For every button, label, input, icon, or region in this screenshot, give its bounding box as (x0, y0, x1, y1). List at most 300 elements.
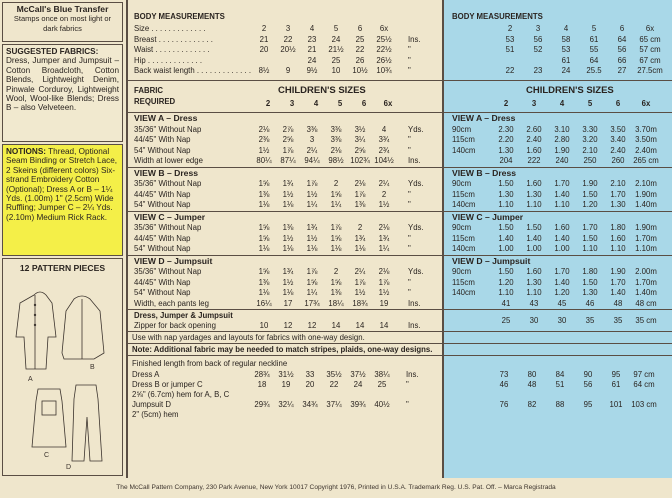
fabric-value: 1⅛ (258, 244, 270, 253)
fabric-row-label: 54" Without Nap (134, 244, 191, 253)
metric-row-values (492, 267, 660, 276)
fabric-value: 1⅝ (258, 223, 270, 232)
measurement-label: Back waist length . . . . . . . . . . . . . (134, 66, 251, 75)
metric-value: 1.10 (526, 288, 542, 297)
finished-unit: Ins. (406, 370, 419, 379)
metric-view-title: VIEW C – Jumper (452, 211, 524, 222)
fabric-row-values (252, 244, 396, 253)
measurement-value: 23 (307, 34, 317, 44)
sketch-dress-b-icon (62, 296, 104, 359)
fabric-value: 1¼ (330, 200, 342, 209)
note-text: Note: Additional fabric may be needed to match stripes, plaids, one-way designs. (132, 345, 433, 354)
zipper-label: Zipper for back opening (134, 321, 216, 330)
metric-row-values (492, 146, 660, 155)
finished-value: 31½ (278, 370, 294, 379)
measurement-value: 22½ (376, 45, 392, 54)
fabric-value: 2⅝ (282, 135, 294, 144)
measurement-value: 10 (331, 66, 341, 75)
fabric-row-label: 54" Without Nap (134, 288, 191, 297)
fabric-value: 2 (381, 189, 387, 199)
metric-size-header-cell: 3 (531, 99, 537, 108)
measurement-value: 10¾ (376, 66, 392, 75)
metric-value: 1.90m (635, 189, 657, 199)
metric-measurement-value: 2 (507, 24, 513, 33)
fabric-value: 1½ (378, 288, 390, 297)
metric-value: 48 cm (635, 298, 657, 308)
metric-value: 1.10 (526, 200, 542, 209)
footer-copyright: The McCall Pattern Company, 230 Park Avenue, New York 10017 Copyright 1976, Printed in U.S.A. Trademark Reg. U.S. Pat. Off. – Marca Registrada (116, 484, 556, 491)
fabric-value: 1½ (306, 189, 318, 199)
metric-measurement-value: 55 (589, 45, 599, 54)
metric-value: 1.40 (554, 189, 570, 199)
metric-row-label: 115cm (452, 189, 475, 199)
metric-value: 3.50m (635, 135, 657, 144)
metric-finished-values (490, 390, 658, 399)
divider (128, 309, 444, 310)
fabric-value: 1⅞ (378, 277, 390, 287)
metric-value: 265 cm (633, 156, 659, 165)
metric-value: 45 (557, 298, 567, 308)
metric-value: 1.30 (526, 189, 542, 199)
fabric-value: 18¼ (328, 298, 344, 308)
fabric-value: 1¾ (282, 179, 294, 188)
metric-value: 1.60 (526, 179, 542, 188)
metric-value: 1.40m (635, 288, 657, 297)
sketch-label-a: A (28, 376, 33, 383)
fabric-value: 2 (357, 223, 363, 232)
garment-sketches (4, 277, 121, 472)
fabric-value: 1⅜ (330, 288, 342, 297)
fabric-value: 1⅞ (306, 267, 318, 276)
metric-row-values (492, 234, 660, 243)
metric-value: 3.20 (582, 135, 598, 144)
finished-value: 35½ (326, 370, 342, 379)
fabric-value: 3 (309, 135, 315, 144)
fabric-value: 104½ (374, 156, 394, 165)
sketch-label-d: D (66, 464, 72, 471)
metric-finished-values (490, 400, 658, 409)
fabric-value: 17 (283, 298, 293, 308)
finished-value: 22 (329, 380, 339, 389)
fabric-row-values (252, 288, 396, 297)
metric-value: 1.50 (582, 233, 598, 243)
metric-measurement-values (496, 24, 664, 33)
metric-value: 1.20 (554, 288, 570, 297)
metric-value: 1.00 (554, 244, 570, 253)
metric-measurement-value: 64 (589, 55, 599, 65)
fabric-row-label: Width, each pants leg (134, 298, 209, 308)
metric-measurement-value: 25.5 (586, 66, 602, 75)
fabric-value: 1¾ (354, 233, 366, 243)
fabric-row-values (252, 156, 396, 165)
finished-value: 18 (257, 380, 267, 389)
fabric-row-label: 35/36" Without Nap (134, 223, 202, 232)
fabric-value: 1⅛ (258, 200, 270, 209)
fabric-value: 1⅝ (306, 277, 318, 287)
finished-label: Jumpsuit D (132, 400, 171, 409)
metric-value: 1.10 (582, 244, 598, 253)
view-title: VIEW A – Dress (134, 113, 198, 123)
fabric-value: 1⅞ (306, 179, 318, 188)
finished-value: 33 (305, 370, 315, 379)
fabric-value: 2⅛ (354, 179, 366, 188)
finished-label: 2⅝" (6.7cm) hem for A, B, C (132, 390, 230, 399)
measurement-unit: Ins. (408, 34, 421, 44)
zipper-title: Dress, Jumper & Jumpsuit (134, 311, 233, 320)
metric-value: 1.50 (582, 189, 598, 199)
view-title: VIEW C – Jumper (134, 211, 206, 222)
metric-finished-value: 46 (499, 380, 509, 389)
metric-measurement-value: 66 (617, 55, 627, 65)
metric-row-values (492, 125, 660, 134)
metric-finished-values (490, 410, 658, 419)
metric-row-label: 140cm (452, 288, 476, 297)
metric-value: 46 (585, 298, 595, 308)
fabric-value: 1⅝ (330, 189, 342, 199)
fabric-value: 1⅝ (330, 233, 342, 243)
measurement-value: 6x (379, 24, 389, 33)
metric-childrens-sizes-header: CHILDREN'S SIZES (526, 85, 614, 96)
zipper-value: 14 (331, 321, 341, 330)
fabric-value: 4 (381, 124, 387, 134)
fabric-value: 1½ (282, 277, 294, 287)
metric-value: 1.20 (498, 277, 514, 287)
fabric-row-label: 54" Without Nap (134, 200, 191, 209)
size-header-cell: 3 (289, 99, 295, 108)
metric-measurement-value: 58 (561, 34, 571, 44)
finished-value: 28¾ (254, 370, 270, 379)
fabric-row-label: 35/36" Without Nap (134, 179, 202, 188)
fabric-row-unit: " (408, 135, 411, 144)
zipper-unit: Ins. (408, 321, 421, 330)
divider (126, 343, 672, 344)
metric-row-values (492, 190, 660, 199)
pattern-pieces-heading: 12 PATTERN PIECES (19, 263, 106, 273)
metric-measurement-values (496, 56, 664, 65)
sketch-label-c: C (44, 452, 50, 459)
fabric-value: 1⅜ (282, 223, 294, 232)
finished-label: Dress A (132, 370, 160, 379)
fabric-value: 2⅛ (330, 145, 342, 155)
measurement-value: 21½ (328, 45, 344, 54)
metric-row-label: 90cm (452, 179, 472, 188)
metric-value: 1.10 (498, 288, 514, 297)
finished-title: Finished length from back of regular neckline (132, 359, 288, 368)
view-title: VIEW B – Dress (134, 167, 198, 178)
fabric-value: 1⅜ (258, 189, 270, 199)
fabric-row-unit: Ins. (408, 156, 421, 165)
fabric-row-values (252, 267, 396, 276)
fabric-row-label: 44/45" With Nap (134, 135, 191, 144)
metric-value: 1.70m (635, 233, 657, 243)
metric-value: 1.70 (554, 267, 570, 276)
measurement-value: 9 (285, 66, 291, 75)
body-measurements-title: BODY MEASUREMENTS (134, 12, 225, 21)
metric-value: 2.10 (610, 179, 626, 188)
fabric-value: 1⅜ (258, 277, 270, 287)
fabric-value: 19 (379, 298, 389, 308)
measurement-value: 3 (285, 24, 291, 33)
fabric-row-values (252, 179, 396, 188)
finished-unit: " (406, 400, 409, 409)
metric-value: 2.30 (498, 124, 514, 134)
finished-value: 32¼ (278, 400, 294, 409)
metric-size-header (492, 99, 660, 108)
metric-value: 2.40 (610, 145, 626, 155)
left-column (0, 0, 126, 478)
finished-value: 19 (281, 380, 291, 389)
fabric-value: 3¾ (378, 135, 390, 144)
fabric-value: 1½ (282, 189, 294, 199)
fabric-value: 2⅝ (354, 145, 366, 155)
fabric-value: 1¼ (378, 244, 390, 253)
metric-value: 1.50 (498, 223, 514, 232)
fabric-title-2: REQUIRED (134, 97, 176, 106)
metric-value: 1.60 (610, 233, 626, 243)
finished-value: 40½ (374, 400, 390, 409)
metric-value: 240 (555, 156, 569, 165)
fabric-value: 1¾ (282, 267, 294, 276)
metric-row-label: 115cm (452, 277, 475, 287)
metric-value: 1.30 (582, 288, 598, 297)
fabric-value: 1½ (258, 145, 270, 155)
fabric-value: 17¾ (304, 298, 320, 308)
metric-value: 1.40 (498, 233, 514, 243)
fabric-row-unit: " (408, 200, 411, 209)
metric-measurement-value: 27 (617, 66, 627, 75)
view-title: VIEW D – Jumpsuit (134, 255, 213, 266)
metric-value: 1.90 (610, 267, 626, 276)
metric-value: 1.90m (635, 223, 657, 232)
fabric-row-unit: " (408, 244, 411, 253)
metric-value: 2.10 (582, 145, 598, 155)
metric-value: 1.30 (498, 189, 514, 199)
sketch-jumper-c-icon (32, 389, 66, 447)
measurement-value: 8½ (258, 66, 270, 75)
fabric-value: 1⅝ (258, 233, 270, 243)
fabric-value: 1⅞ (354, 189, 366, 199)
metric-value: 3.10 (554, 124, 570, 134)
finished-value: 24 (353, 380, 363, 389)
metric-finished-values (490, 370, 658, 379)
metric-zipper-value: 35 (585, 316, 595, 325)
finished-label: Dress B or jumper C (132, 380, 203, 389)
metric-value: 1.30 (498, 145, 514, 155)
finished-value: 25 (377, 380, 387, 389)
metric-row-label: 115cm (452, 135, 475, 144)
fabric-value: 1½ (306, 233, 318, 243)
measurement-values (252, 45, 396, 54)
metric-row-values (492, 156, 660, 165)
fabric-value: 1⅛ (258, 288, 270, 297)
fabric-value: 18¾ (352, 298, 368, 308)
measurement-value: 4 (309, 24, 315, 33)
fabric-value: 98½ (328, 156, 344, 165)
metric-size-header-cell: 2 (503, 99, 509, 108)
fabric-value: 1⅛ (282, 244, 294, 253)
metric-view-title: VIEW D – Jumpsuit (452, 255, 531, 266)
metric-row-label: 140cm (452, 200, 476, 209)
metric-finished-value: 95 (583, 400, 593, 409)
measurement-value: 21 (307, 45, 317, 54)
metric-size-header-cell: 4 (559, 99, 565, 108)
divider (126, 355, 672, 356)
measurement-value: 25 (331, 55, 341, 65)
metric-value: 250 (583, 156, 597, 165)
measurement-unit: " (408, 66, 411, 75)
fabric-row-unit: " (408, 233, 411, 243)
metric-row-values (492, 179, 660, 188)
fabric-size-header (256, 99, 400, 108)
metric-body-measurements-title: BODY MEASUREMENTS (452, 12, 543, 21)
metric-finished-value: 101 (609, 400, 623, 409)
metric-value: 1.50 (526, 223, 542, 232)
metric-value: 1.40 (526, 233, 542, 243)
finished-unit: " (406, 380, 409, 389)
metric-finished-value: 82 (527, 400, 537, 409)
metric-row-values (492, 244, 660, 253)
metric-measurement-value: 23 (533, 66, 543, 75)
metric-row-label: 140cm (452, 244, 476, 253)
zipper-value: 10 (259, 321, 269, 330)
metric-finished-value: 95 (611, 370, 621, 379)
metric-finished-value: 84 (555, 370, 565, 379)
measurement-value: 22 (283, 34, 293, 44)
fabric-row-values (252, 190, 396, 199)
measurement-unit: " (408, 55, 411, 65)
notions-heading: NOTIONS: (6, 147, 47, 156)
pattern-pieces-box (2, 258, 123, 476)
metric-row-values (492, 299, 660, 308)
fabric-value: 94¼ (304, 156, 320, 165)
fabric-value: 1⅞ (354, 277, 366, 287)
metric-size-header-cell: 6x (641, 99, 651, 108)
fabric-value: 1⅛ (282, 288, 294, 297)
metric-measurement-value: 67 cm (639, 55, 661, 65)
fabric-value: 2⅞ (282, 124, 294, 134)
fabric-value: 1⅛ (306, 244, 318, 253)
fabric-value: 2⅜ (258, 135, 270, 144)
zipper-value: 12 (307, 321, 317, 330)
size-header-cell: 6x (383, 99, 393, 108)
metric-finished-values (490, 380, 658, 389)
finished-value: 34¾ (302, 400, 318, 409)
divider (128, 80, 444, 81)
metric-measurement-value: 53 (561, 45, 571, 54)
metric-value: 1.80 (610, 223, 626, 232)
metric-finished-value: 88 (555, 400, 565, 409)
fabric-row-label: 44/45" With Nap (134, 233, 191, 243)
suggested-fabrics-text: Dress, Jumper and Jumpsuit – Cotton Broadcloth, Cotton Blends, Lightweight Denim, Pinwale Corduroy, Lightweight Wool, Wool-like Blends; Dress B – also Velveteen. (6, 56, 119, 113)
metric-measurement-values (496, 66, 664, 75)
size-header-cell: 5 (337, 99, 343, 108)
metric-value: 2.20 (498, 135, 514, 144)
fabric-row-label: 54" Without Nap (134, 145, 191, 155)
measurement-label: Hip . . . . . . . . . . . . . (134, 55, 203, 65)
fabric-value: 1½ (354, 288, 366, 297)
fabric-value: 2⅛ (378, 267, 390, 276)
metric-measurement-value: 56 (533, 34, 543, 44)
fabric-row-unit: " (408, 288, 411, 297)
metric-value: 1.20 (582, 200, 598, 209)
metric-value: 1.70 (582, 223, 598, 232)
fabric-row-label: Width at lower edge (134, 156, 203, 165)
fabric-row-unit: Yds. (408, 179, 424, 188)
fabric-value: 3½ (354, 124, 366, 134)
metric-value: 1.50 (498, 179, 514, 188)
metric-zipper-value: 30 (529, 316, 539, 325)
metric-value: 1.40 (554, 233, 570, 243)
metric-measurement-value: 61 (561, 55, 571, 65)
divider (444, 80, 672, 81)
fabric-row-values (252, 135, 396, 144)
metric-row-values (492, 200, 660, 209)
fabric-row-unit: " (408, 277, 411, 287)
fabric-title-1: FABRIC (134, 86, 164, 95)
measurement-unit: " (408, 45, 411, 54)
fabric-row-label: 44/45" With Nap (134, 189, 191, 199)
metric-view-title: VIEW B – Dress (452, 167, 516, 178)
metric-row-label: 90cm (452, 124, 472, 134)
measurement-value: 24 (307, 55, 317, 65)
metric-value: 1.70 (610, 189, 626, 199)
fabric-row-unit: " (408, 145, 411, 155)
metric-zipper-value: 30 (557, 316, 567, 325)
metric-value: 1.10 (498, 200, 514, 209)
fabric-value: 1½ (282, 233, 294, 243)
metric-zipper-values (492, 316, 660, 325)
metric-measurement-value: 4 (563, 24, 569, 33)
metric-value: 222 (527, 156, 541, 165)
metric-measurement-value: 6 (619, 24, 625, 33)
finished-values (250, 410, 394, 419)
metric-finished-value: 64 cm (633, 380, 655, 389)
metric-zipper-value: 35 (613, 316, 623, 325)
metric-value: 1.90 (554, 145, 570, 155)
finished-value: 39¾ (350, 400, 366, 409)
metric-value: 1.90 (582, 179, 598, 188)
fabric-value: 1⅝ (258, 267, 270, 276)
measurement-values (252, 35, 396, 44)
metric-value: 1.40 (554, 277, 570, 287)
metric-value: 3.70m (635, 124, 657, 134)
metric-value: 2.40 (526, 135, 542, 144)
notions-text: Thread, Optional Seam Binding or Stretch Lace, 2 Skeins (different colors) Six-strand Embroidery Cotton (Optional); Dress A or B – 1¼ Yds. (1.00m) 1" (2.5cm) Wide Ruffling; Jumper C – 2¼ Yds. (2.10m) Medium Rick Rack. (6, 147, 118, 222)
notions-box (2, 144, 123, 256)
metric-value: 1.60 (526, 145, 542, 155)
metric-measurement-value: 52 (533, 45, 543, 54)
measurement-values (252, 56, 396, 65)
fabric-row-unit: " (408, 189, 411, 199)
fabric-value: 16¼ (256, 298, 272, 308)
metric-value: 48 (613, 298, 623, 308)
metric-view-title: VIEW A – Dress (452, 113, 516, 123)
metric-row-label: 90cm (452, 223, 472, 232)
metric-value: 1.10 (610, 244, 626, 253)
zipper-value: 12 (283, 321, 293, 330)
measurement-value: 26 (355, 55, 365, 65)
metric-value: 2.10m (635, 179, 657, 188)
metric-value: 1.00 (498, 244, 514, 253)
metric-measurement-value: 51 (505, 45, 515, 54)
finished-label: 2" (5cm) hem (132, 410, 179, 419)
fabric-row-values (252, 200, 396, 209)
finished-values (250, 390, 394, 399)
measurement-value: 2 (261, 24, 267, 33)
fabric-value: 1⅝ (258, 179, 270, 188)
metric-measurement-value: 61 (589, 34, 599, 44)
metric-value: 1.70 (554, 179, 570, 188)
